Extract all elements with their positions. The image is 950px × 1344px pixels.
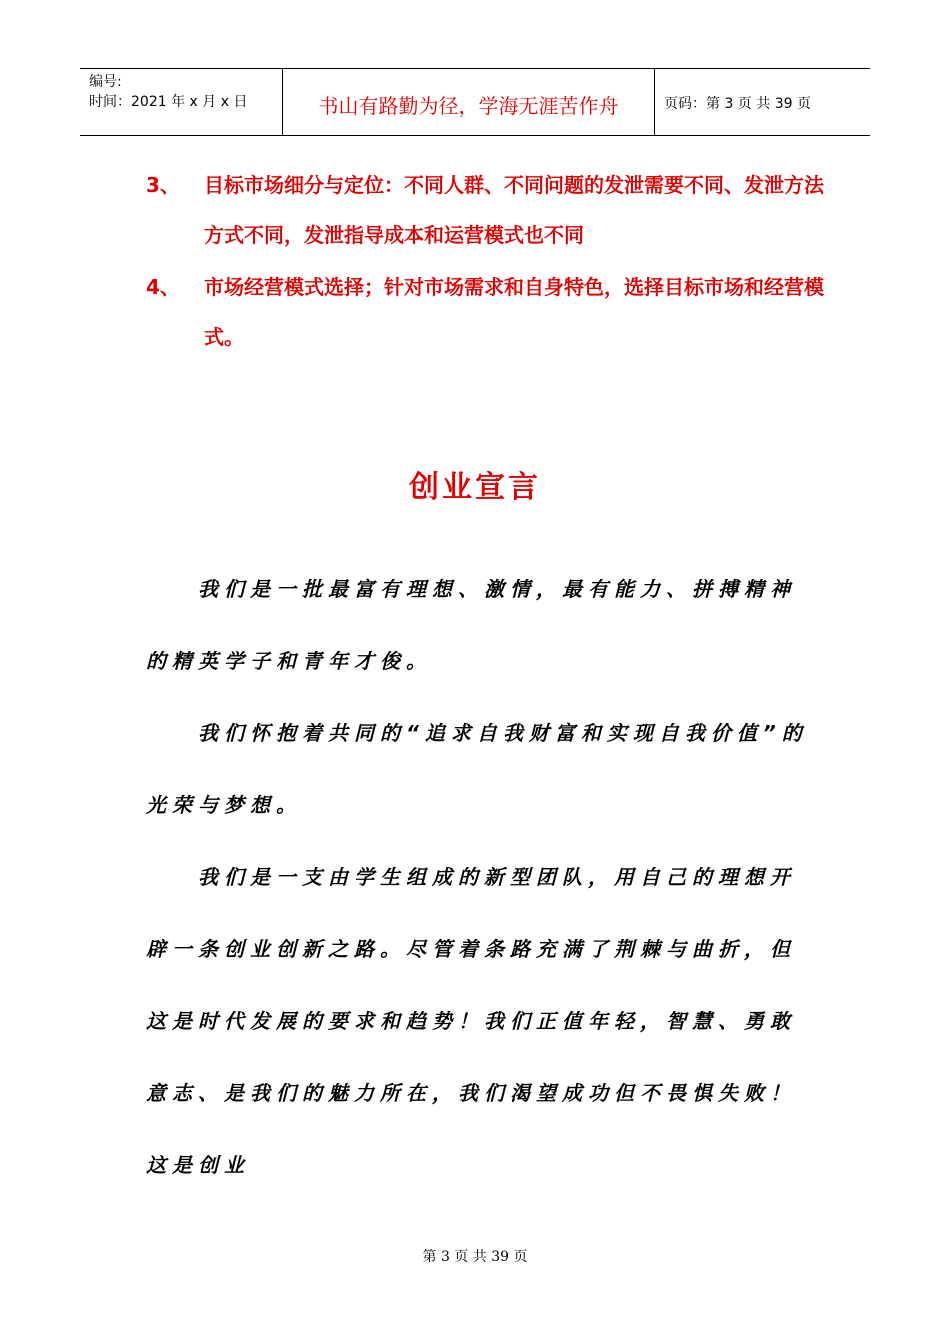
declaration-paragraph: 我们是一支由学生组成的新型团队，用自己的理想开辟一条创业创新之路。尽管着条路充满了荆棘与曲折，但这是时代发展的要求和趋势！我们正值年轻，智慧、勇敢意志、是我们的魅力所在，我们渴望成功但不畏惧失败！这是创业	[146, 865, 796, 1177]
page-footer: 第 3 页 共 39 页	[422, 1249, 528, 1265]
declaration-body	[146, 553, 811, 1201]
header-page-info: 页码：第 3 页 共 39 页	[664, 96, 811, 112]
declaration-paragraph: 我们是一批最富有理想、激情，最有能力、拼搏精神的精英学子和青年才俊。	[146, 577, 796, 673]
header-meta	[80, 69, 283, 135]
list-item	[146, 262, 826, 362]
list-item-number: 3、	[146, 173, 180, 197]
header-motto: 书山有路勤为径，学海无涯苦作舟	[283, 69, 655, 135]
list-item	[146, 160, 826, 260]
list-item-text: 市场经营模式选择；针对市场需求和自身特色，选择目标市场和经营模式。	[204, 275, 824, 349]
list-item-text: 目标市场细分与定位：不同人群、不同问题的发泄需要不同、发泄方法方式不同，发泄指导成本和运营模式也不同	[204, 173, 824, 247]
document-number-label: 编号:	[89, 74, 122, 90]
section-title: 创业宣言	[409, 470, 541, 505]
document-date: 时间：2021 年 x 月 x 日	[89, 94, 248, 110]
declaration-paragraph: 我们怀抱着共同的“追求自我财富和实现自我价值”的光荣与梦想。	[146, 721, 808, 817]
list-item-number: 4、	[146, 275, 180, 299]
market-strategy-list	[146, 160, 826, 364]
page-header	[80, 68, 870, 136]
